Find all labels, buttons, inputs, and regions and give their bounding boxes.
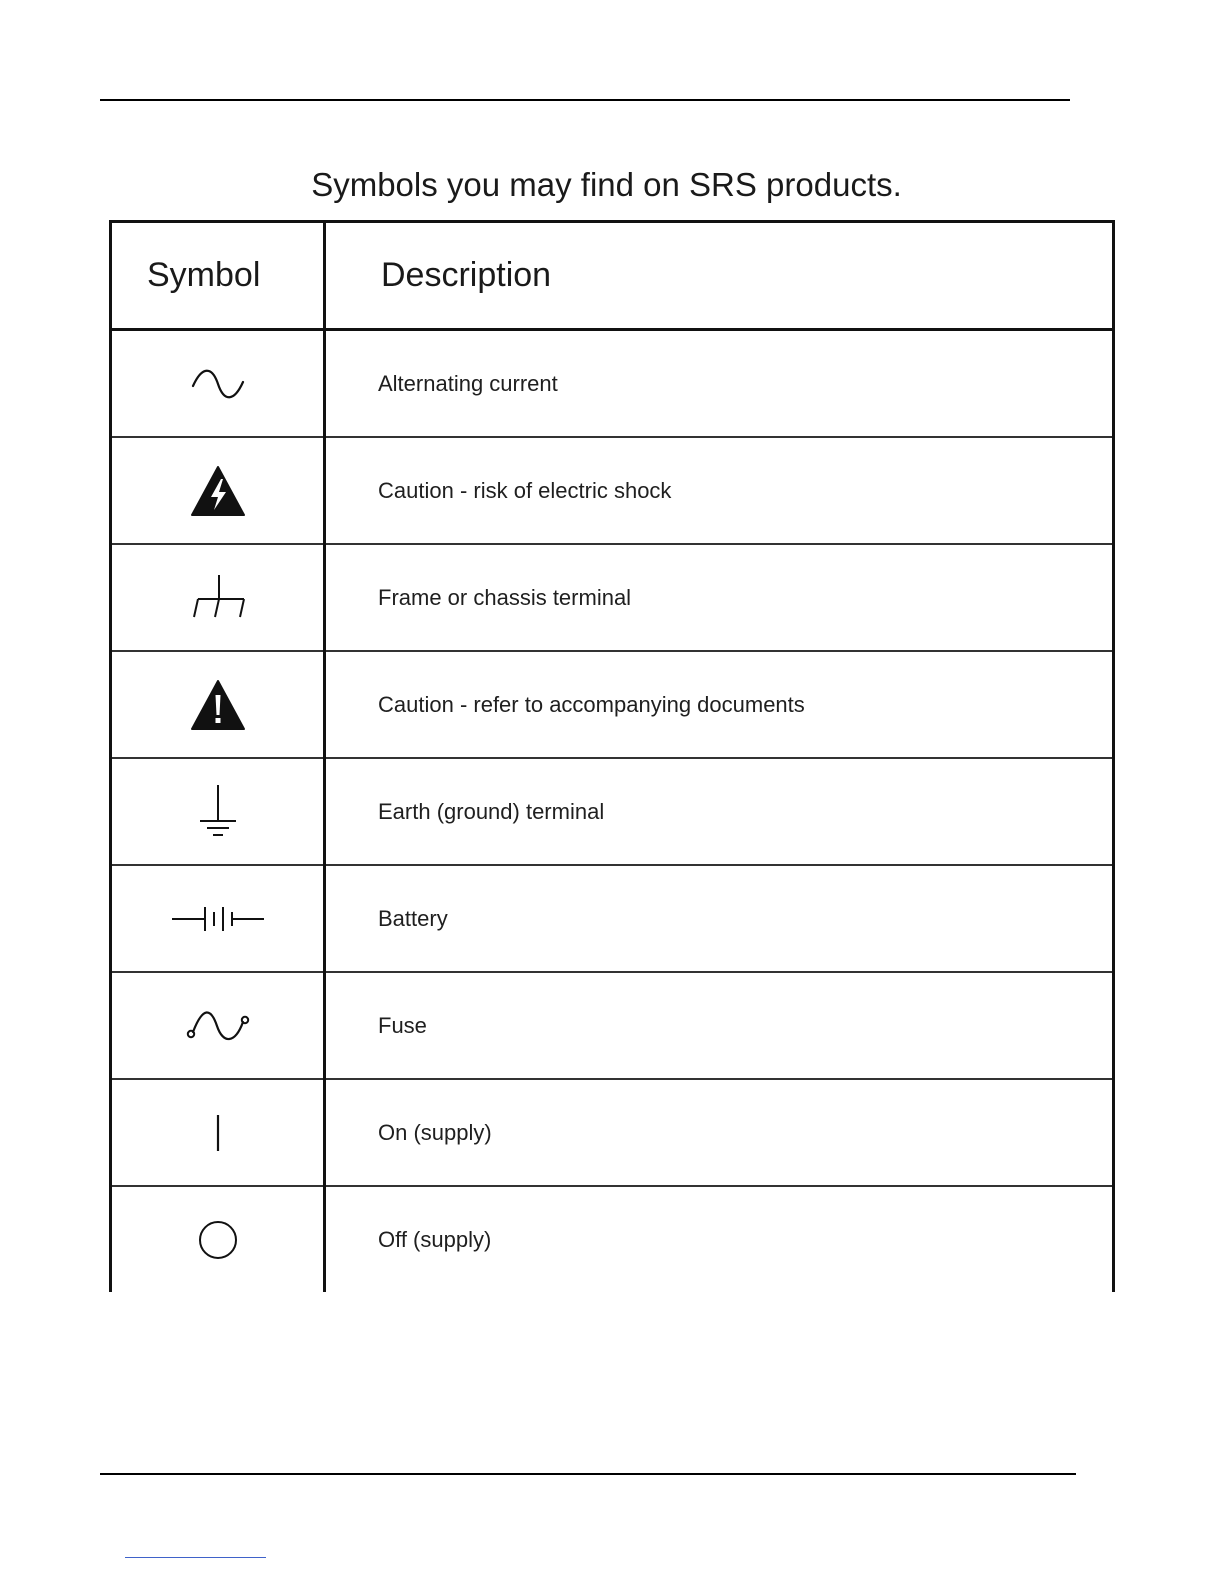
chassis-terminal-icon: [188, 573, 248, 623]
alternating-current-icon: [188, 364, 248, 404]
symbol-cell: [111, 758, 325, 865]
symbols-table: [109, 220, 1115, 1292]
symbol-description: Earth (ground) terminal: [325, 758, 1114, 865]
page-title: Symbols you may find on SRS products.: [311, 166, 902, 203]
symbol-column-header: Symbol: [111, 222, 325, 330]
symbol-cell: [111, 1079, 325, 1186]
symbol-description: Fuse: [325, 972, 1114, 1079]
symbol-description: Battery: [325, 865, 1114, 972]
symbol-cell: [111, 330, 325, 438]
table-row: [111, 437, 1114, 544]
table-row: [111, 758, 1114, 865]
symbol-description: On (supply): [325, 1079, 1114, 1186]
symbol-cell: [111, 544, 325, 651]
bottom-divider: [100, 1473, 1076, 1475]
symbol-cell: [111, 1186, 325, 1292]
earth-ground-icon: [196, 783, 240, 841]
top-divider: [100, 99, 1070, 101]
symbol-description: Off (supply): [325, 1186, 1114, 1292]
fuse-icon: [185, 1004, 251, 1048]
description-column-header: Description: [325, 222, 1114, 330]
table-row: [111, 972, 1114, 1079]
symbol-description: Frame or chassis terminal: [325, 544, 1114, 651]
caution-warning-icon: [190, 679, 246, 731]
table-row: [111, 1186, 1114, 1292]
table-row: [111, 865, 1114, 972]
symbol-cell: [111, 437, 325, 544]
symbol-description: Caution - refer to accompanying documents: [325, 651, 1114, 758]
symbol-cell: [111, 972, 325, 1079]
footer-underline: [125, 1557, 266, 1558]
symbol-cell: [111, 865, 325, 972]
symbol-description: Alternating current: [378, 370, 558, 396]
table-row: [111, 544, 1114, 651]
electric-shock-warning-icon: [190, 465, 246, 517]
table-row: [111, 330, 1114, 438]
power-on-icon: [208, 1111, 228, 1155]
table-header-row: [111, 222, 1114, 330]
battery-icon: [170, 899, 266, 939]
power-off-icon: [195, 1217, 241, 1263]
symbol-description: Caution - risk of electric shock: [325, 437, 1114, 544]
table-row: [111, 651, 1114, 758]
symbol-cell: [111, 651, 325, 758]
table-row: [111, 1079, 1114, 1186]
